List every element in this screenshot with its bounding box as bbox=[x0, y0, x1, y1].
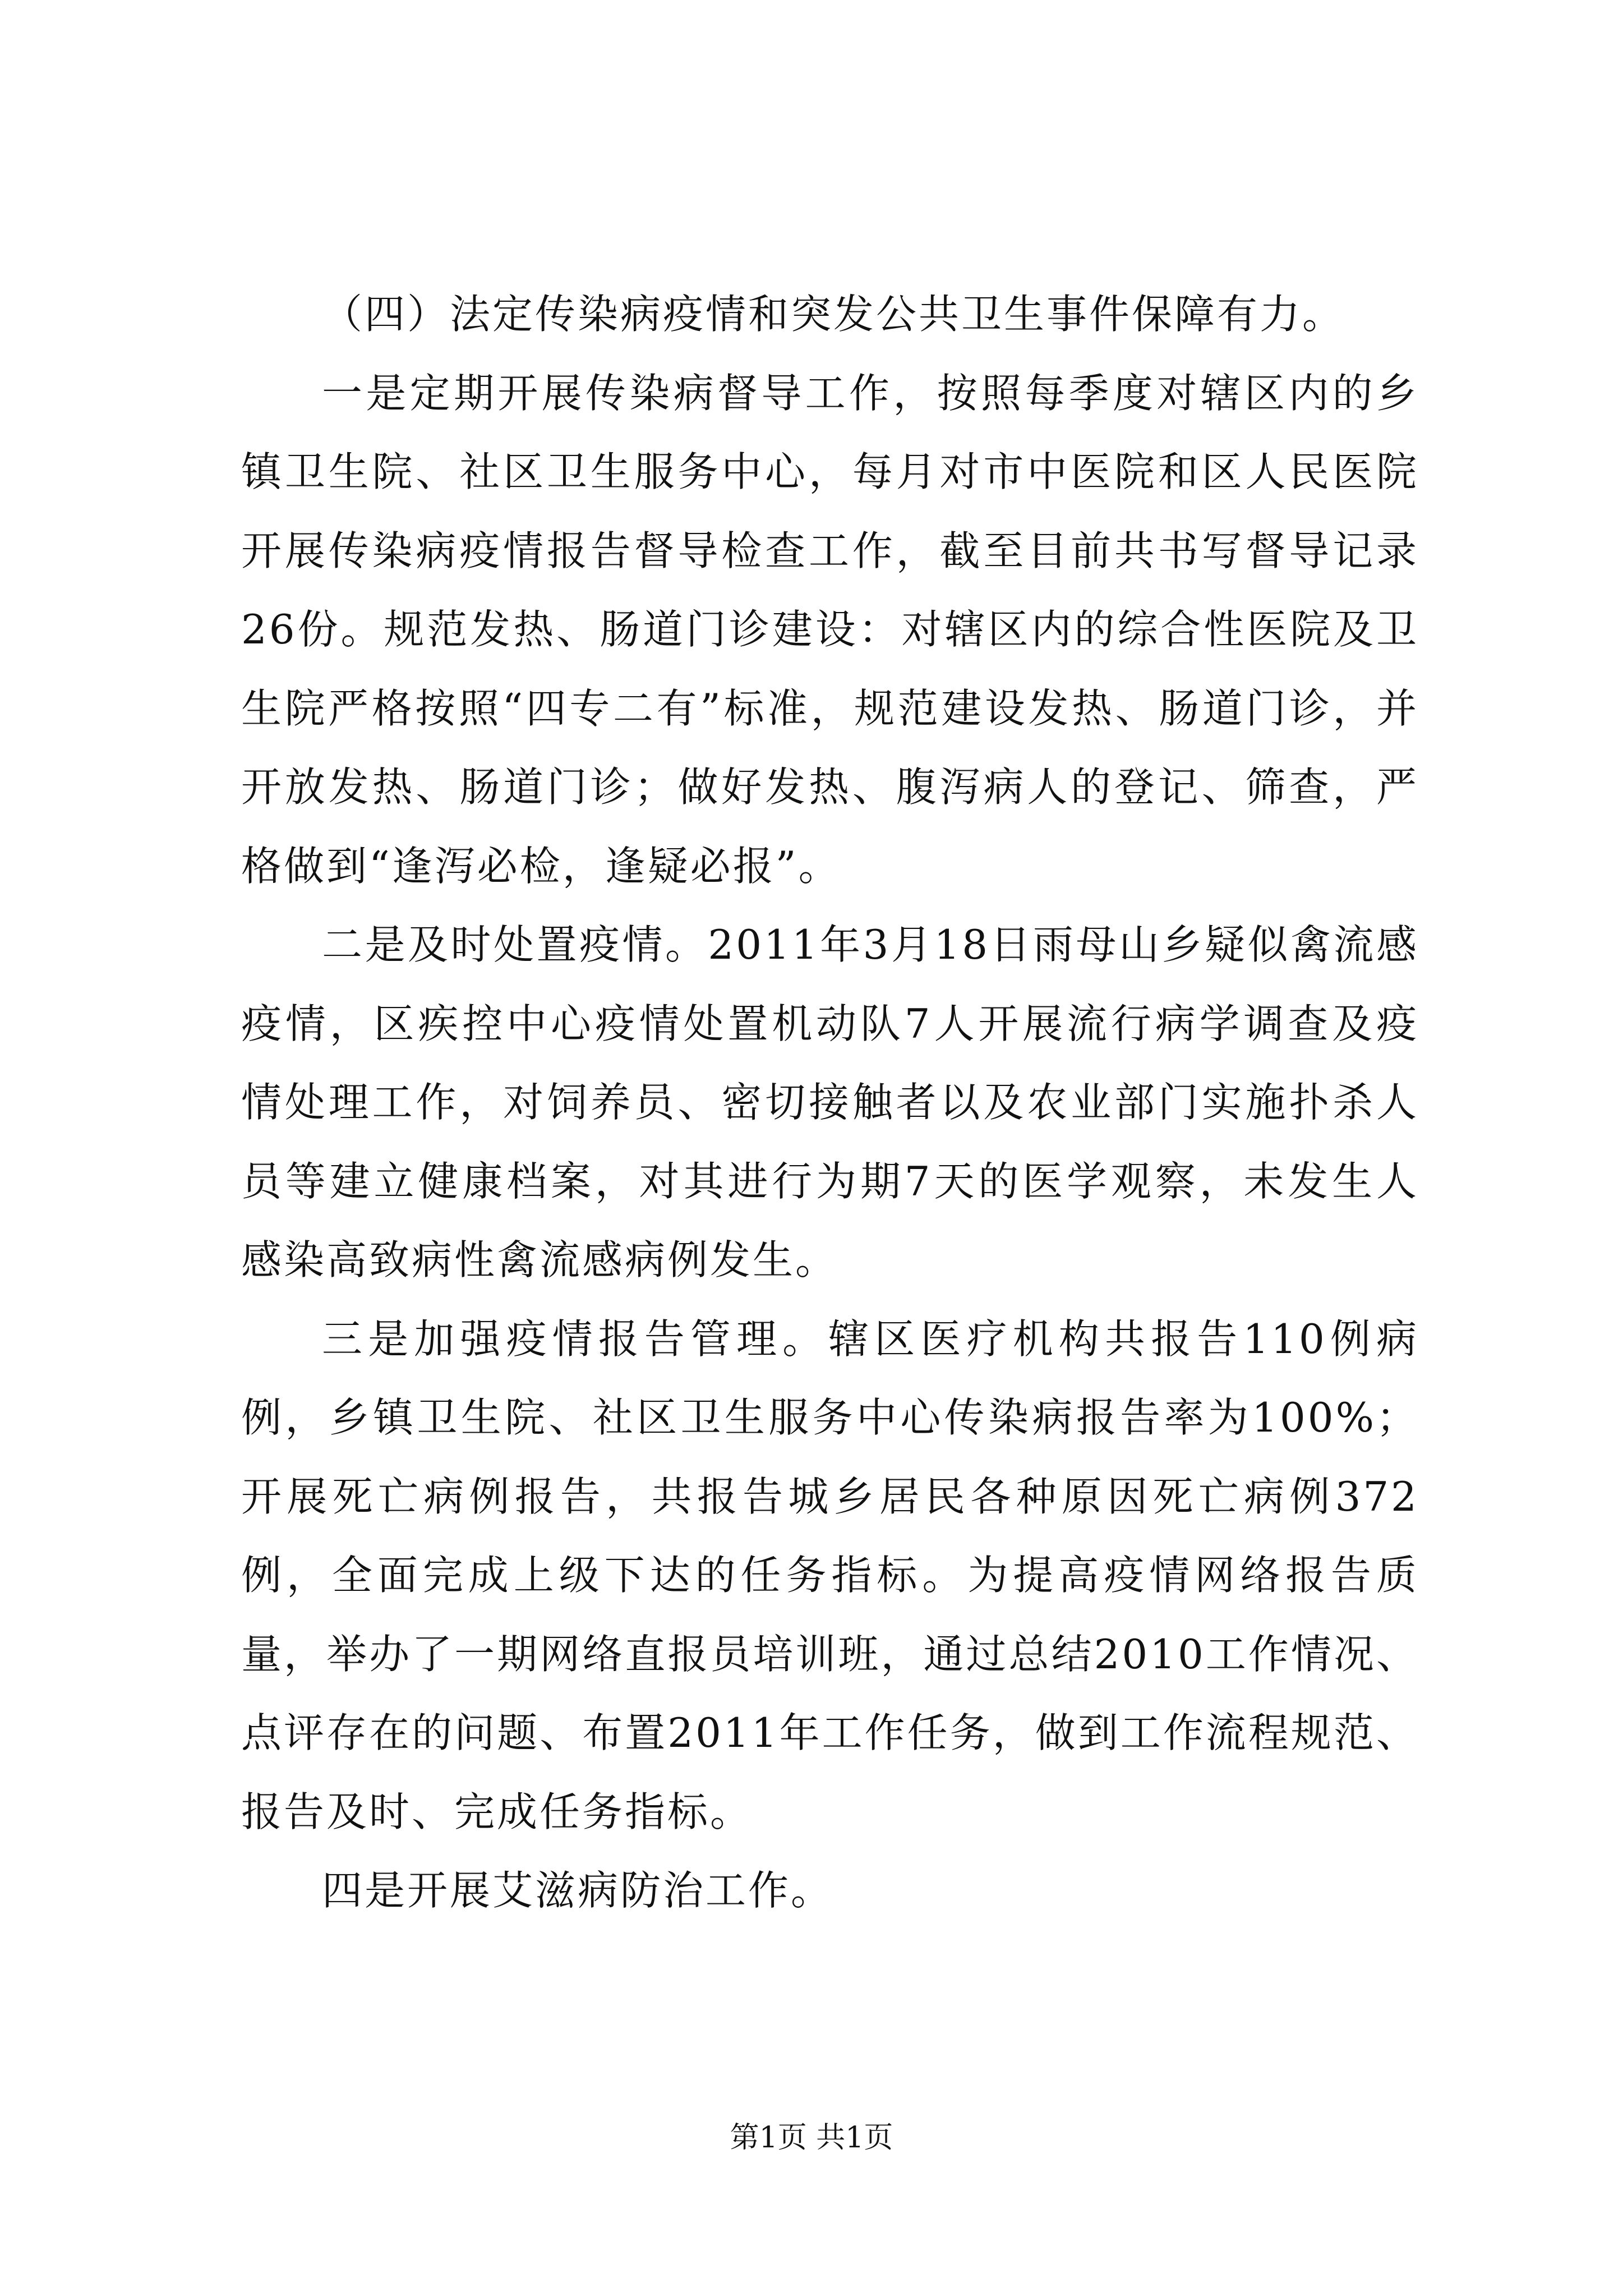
page-number-footer: 第1页 共1页 bbox=[730, 2121, 893, 2155]
section-heading: （四）法定传染病疫情和突发公共卫生事件保障有力。 bbox=[322, 291, 1345, 338]
paragraph-reporting-management: 三是加强疫情报告管理。辖区医疗机构共报告110例病例，乡镇卫生院、社区卫生服务中心传染病报告率为100%；开展死亡病例报告，共报告城乡居民各种原因死亡病例372例，全面完成上级下达的任务指标。为提高疫情网络报告质量，举办了一期网络直报员培训班，通过总结2010工作情况、点评存在的问题、布置2011年工作任务，做到工作流程规范、报告及时、完成任务指标。 bbox=[241, 1315, 1419, 1835]
paragraph-aids-prevention: 四是开展艾滋病防治工作。 bbox=[322, 1867, 834, 1914]
paragraph-epidemic-response: 二是及时处置疫情。2011年3月18日雨母山乡疑似禽流感疫情，区疾控中心疫情处置机动队7人开展流行病学调查及疫情处理工作，对饲养员、密切接触者以及农业部门实施扑杀人员等建立健康档案，对其进行为期7天的医学观察，未发生人感染高致病性禽流感病例发生。 bbox=[241, 921, 1419, 1283]
paragraph-supervision: 一是定期开展传染病督导工作，按照每季度对辖区内的乡镇卫生院、社区卫生服务中心，每月对市中医院和区人民医院开展传染病疫情报告督导检查工作，截至目前共书写督导记录26份。规范发热、肠道门诊建设：对辖区内的综合性医院及卫生院严格按照“四专二有”标准，规范建设发热、肠道门诊，并开放发热、肠道门诊；做好发热、腹泻病人的登记、筛查，严格做到“逢泻必检，逢疑必报”。 bbox=[241, 369, 1419, 890]
document-body bbox=[241, 275, 1419, 1930]
